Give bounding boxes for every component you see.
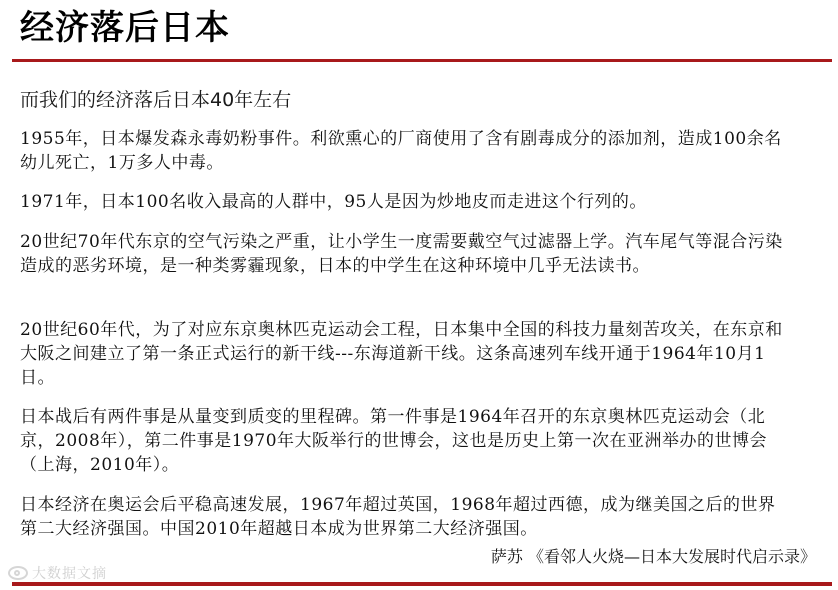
- slide-title: 经济落后日本: [20, 8, 230, 48]
- watermark-text: 大数据文摘: [32, 566, 107, 582]
- paragraph-milestones: 日本战后有两件事是从量变到质变的里程碑。第一件事是1964年召开的东京奥林匹克运动会（北京，2008年），第二件事是1970年大阪举行的世博会，这也是历史上第一次在亚洲举办的世博会（上海，2010年）。: [20, 407, 768, 475]
- watermark: [8, 563, 107, 583]
- watermark-logo-icon: [8, 566, 28, 580]
- title-divider: [12, 59, 832, 62]
- slide-subtitle: 而我们的经济落后日本40年左右: [20, 89, 292, 111]
- source-citation: 萨苏 《看邻人火烧—日本大发展时代启示录》: [490, 547, 816, 566]
- paragraph-land-speculation: 1971年，日本100名收入最高的人群中，95人是因为炒地皮而走进这个行列的。: [20, 192, 647, 212]
- paragraph-economic-growth: 日本经济在奥运会后平稳高速发展，1967年超过英国，1968年超过西德，成为继美国之后的世界第二大经济强国。中国2010年超越日本成为世界第二大经济强国。: [20, 495, 776, 539]
- paragraph-morinaga-milk: 1955年，日本爆发森永毒奶粉事件。利欲熏心的厂商使用了含有剧毒成分的添加剂，造成100余名幼儿死亡，1万多人中毒。: [20, 129, 782, 173]
- paragraph-shinkansen: 20世纪60年代，为了对应东京奥林匹克运动会工程，日本集中全国的科技力量刻苦攻关，在东京和大阪之间建立了第一条正式运行的新干线---东海道新干线。这条高速列车线开通于1964年10月1日。: [20, 320, 783, 388]
- paragraph-air-pollution: 20世纪70年代东京的空气污染之严重，让小学生一度需要戴空气过滤器上学。汽车尾气等混合污染造成的恶劣环境，是一种类雾霾现象，日本的中学生在这种环境中几乎无法读书。: [20, 232, 783, 276]
- bottom-divider: [12, 582, 832, 586]
